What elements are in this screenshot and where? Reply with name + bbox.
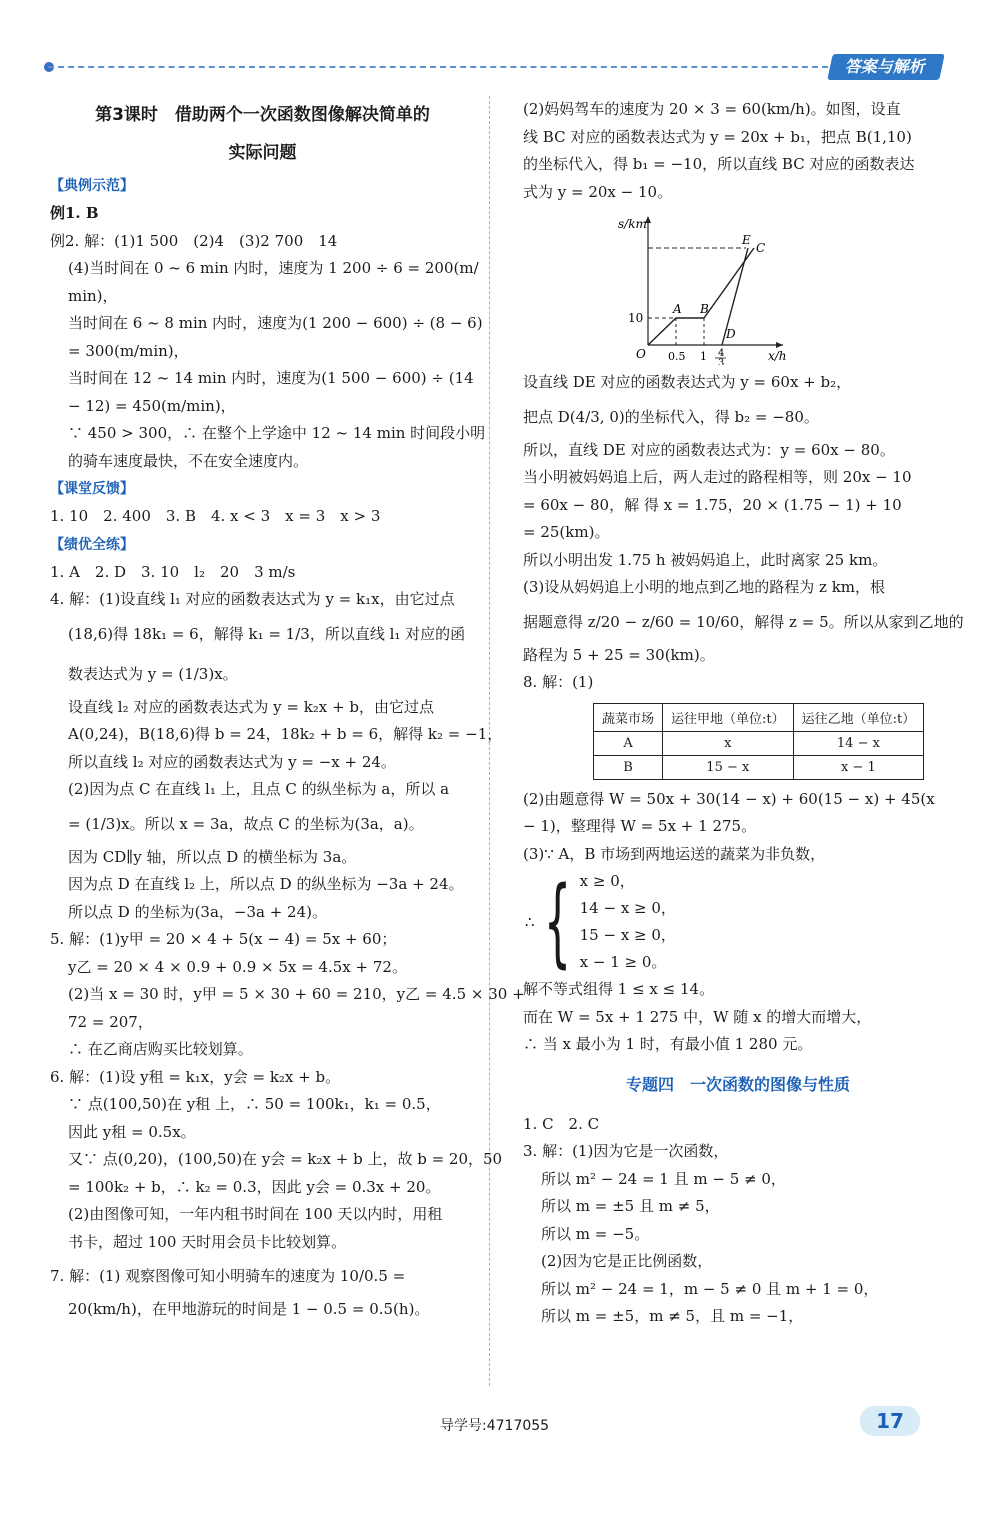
text-line: 所以 m = ±5，m ≠ 5，且 m = −1，	[541, 1307, 804, 1325]
x-tick-4: 4	[718, 348, 725, 359]
text-line: 路程为 5 + 25 = 30(km)。	[523, 645, 715, 664]
text-line: ∵ 450 > 300，∴ 在整个上学途中 12 ~ 14 min 时间段小明	[68, 424, 486, 442]
table-header-cell: 蔬菜市场	[594, 703, 663, 731]
x-axis-arrow	[776, 342, 783, 348]
header-dashed-line	[48, 66, 828, 68]
text-line: 据题意得 z/20 − z/60 = 10/60，解得 z = 5。所以从家到乙地的	[523, 612, 964, 631]
therefore-symbol: ∴	[525, 913, 535, 931]
text-line: y乙 = 20 × 4 × 0.9 + 0.9 × 5x = 4.5x + 72。	[68, 957, 407, 976]
text-line: = 25(km)。	[523, 523, 610, 541]
table-cell: x − 1	[793, 755, 924, 779]
text-line: = 300(m/min)，	[68, 341, 189, 360]
text-line: 因为点 D 在直线 l₂ 上，所以点 D 的纵坐标为 −3a + 24。	[68, 875, 464, 893]
text-line: min)，	[68, 286, 118, 305]
guide-number: 导学号:4717055	[440, 1418, 550, 1434]
answer-q6: 6. 解：(1)设 y租 = k₁x，y会 = k₂x + b。	[50, 1067, 341, 1086]
section-example: 【典例示范】	[50, 178, 134, 194]
text-line: = (1/3)x。所以 x = 3a，故点 C 的坐标为(3a，a)。	[68, 814, 424, 833]
text-line: 72 = 207，	[68, 1012, 153, 1031]
inequality-lines	[580, 868, 676, 976]
text-line: A(0,24)，B(18,6)得 b = 24，18k₂ + b = 6，解得 k₂ = −1，	[68, 725, 503, 743]
answer-q4: 4. 解：(1)设直线 l₁ 对应的函数表达式为 y = k₁x，由它过点	[50, 590, 455, 608]
text-line: 式为 y = 20x − 10。	[523, 182, 673, 201]
text-line: (4)当时间在 0 ~ 6 min 内时，速度为 1 200 ÷ 6 = 200(m/	[68, 259, 479, 277]
text-line: ∵ 点(100,50)在 y租 上，∴ 50 = 100k₁，k₁ = 0.5，	[68, 1095, 441, 1113]
text-line: (2)因为它是正比例函数，	[541, 1252, 713, 1270]
text-line: 而在 W = 5x + 1 275 中，W 随 x 的增大而增大，	[523, 1007, 872, 1026]
y-label: s/km	[618, 217, 647, 231]
lesson-title: 第3课时 借助两个一次函数图像解决简单的	[95, 105, 430, 125]
text-line: 所以，直线 DE 对应的函数表达式为：y = 60x − 80。	[523, 440, 895, 459]
text-line: = 60x − 80，解 得 x = 1.75，20 × (1.75 − 1) + 10	[523, 495, 902, 514]
table-cell: 14 − x	[793, 731, 924, 755]
text-line: (18,6)得 18k₁ = 6，解得 k₁ = 1/3，所以直线 l₁ 对应的函	[68, 624, 466, 643]
section-feedback: 【课堂反馈】	[50, 481, 134, 497]
inequality-line: x − 1 ≥ 0。	[579, 953, 667, 971]
x-tick-05: 0.5	[668, 350, 686, 363]
answer-q5: 5. 解：(1)y甲 = 20 × 4 + 5(x − 4) = 5x + 60；	[50, 930, 397, 948]
answer-ex2: 例2. 解：(1)1 500 (2)4 (3)2 700 14	[50, 231, 338, 250]
x-tick-3: 3	[718, 358, 725, 365]
point-c: C	[756, 241, 766, 255]
text-line: (2)因为点 C 在直线 l₁ 上，且点 C 的纵坐标为 a，所以 a	[68, 780, 450, 798]
table-header-cell: 运往乙地（单位:t）	[793, 703, 924, 731]
text-line: 把点 D(4/3, 0)的坐标代入，得 b₂ = −80。	[523, 407, 819, 426]
text-line: 当小明被妈妈追上后，两人走过的路程相等，则 20x − 10	[523, 468, 912, 486]
text-line: 20(km/h)，在甲地游玩的时间是 1 − 0.5 = 0.5(h)。	[68, 1300, 430, 1318]
text-line: (2)妈妈驾车的速度为 20 × 3 = 60(km/h)。如图，设直	[523, 100, 901, 118]
special-topic-title: 专题四 一次函数的图像与性质	[625, 1074, 850, 1094]
table-cell: B	[594, 755, 663, 779]
text-line: (2)由图像可知，一年内租书时间在 100 天以内时，用租	[68, 1205, 443, 1223]
x-tick-1: 1	[700, 350, 707, 363]
text-line: 所以 m = −5。	[541, 1224, 650, 1243]
answer-practice: 1. A 2. D 3. 10 l₂ 20 3 m/s	[50, 562, 296, 581]
text-line: − 12) = 450(m/min)，	[68, 396, 236, 415]
text-line: 当时间在 6 ~ 8 min 内时，速度为(1 200 − 600) ÷ (8 − 6)	[68, 314, 483, 332]
inequality-system	[525, 868, 953, 976]
text-line: 当时间在 12 ~ 14 min 内时，速度为(1 500 − 600) ÷ (14	[68, 369, 474, 387]
text-line: 所以 m² − 24 = 1，m − 5 ≠ 0 且 m + 1 = 0，	[541, 1279, 879, 1298]
table-row	[594, 755, 924, 779]
inequality-line: x ≥ 0，	[579, 872, 635, 890]
answer-q8: 8. 解：(1)	[523, 673, 594, 691]
text-line: 书卡，超过 100 天时用会员卡比较划算。	[68, 1232, 347, 1251]
table-header-row	[594, 703, 924, 731]
point-d: D	[726, 327, 736, 341]
answer-badge: 答案与解析	[827, 54, 945, 80]
right-column	[523, 96, 964, 1331]
left-brace: {	[543, 866, 571, 978]
origin-label: O	[636, 347, 646, 361]
lesson-title-2: 实际问题	[228, 143, 297, 163]
y-tick-10: 10	[628, 311, 644, 325]
left-column	[50, 96, 525, 1324]
text-line: 所以 m = ±5 且 m ≠ 5，	[541, 1197, 720, 1215]
transport-table	[593, 703, 924, 780]
text-line: 数表达式为 y = (1/3)x。	[68, 664, 238, 683]
text-line: − 1)，整理得 W = 5x + 1 275。	[523, 817, 757, 835]
inequality-line: 15 − x ≥ 0，	[579, 926, 676, 944]
answer-ex1: 例1. B	[50, 204, 99, 222]
inequality-line: 14 − x ≥ 0，	[579, 899, 676, 917]
text-line: 的坐标代入，得 b₁ = −10，所以直线 BC 对应的函数表达	[523, 155, 915, 173]
text-line: (3)∵ A，B 市场到两地运送的蔬菜为非负数，	[523, 844, 826, 863]
distance-time-graph	[618, 210, 788, 365]
answer-feedback: 1. 10 2. 400 3. B 4. x < 3 x = 3 x > 3	[50, 507, 381, 525]
text-line: (2)由题意得 W = 50x + 30(14 − x) + 60(15 − x) + 45(x	[523, 789, 935, 808]
text-line: (3)设从妈妈追上小明的地点到乙地的路程为 z km，根	[523, 578, 886, 596]
line-oabc	[648, 248, 754, 345]
text-line: 又∵ 点(0,20)，(100,50)在 y会 = k₂x + b 上，故 b = 20，50	[68, 1150, 503, 1168]
page-number: 17	[860, 1406, 920, 1436]
text-line: 设直线 l₂ 对应的函数表达式为 y = k₂x + b，由它过点	[68, 697, 434, 716]
x-label: x/h	[768, 349, 787, 363]
text-line: 1. C 2. C	[523, 1114, 600, 1133]
text-line: (2)当 x = 30 时，y甲 = 5 × 30 + 60 = 210，y乙 = 4.5 × 30 +	[68, 985, 525, 1003]
table-cell: x	[663, 731, 794, 755]
point-e: E	[742, 233, 751, 247]
text-line: 3. 解：(1)因为它是一次函数，	[523, 1142, 729, 1160]
text-line: 所以直线 l₂ 对应的函数表达式为 y = −x + 24。	[68, 752, 396, 771]
table-cell: A	[594, 731, 663, 755]
text-line: 所以 m² − 24 = 1 且 m − 5 ≠ 0，	[541, 1169, 786, 1188]
text-line: ∴ 在乙商店购买比较划算。	[68, 1040, 253, 1058]
table-cell: 15 − x	[663, 755, 794, 779]
point-b: B	[700, 302, 709, 316]
text-line: 的骑车速度最快，不在安全速度内。	[68, 451, 309, 470]
text-line: ∴ 当 x 最小为 1 时，有最小值 1 280 元。	[523, 1035, 813, 1053]
text-line: 所以小明出发 1.75 h 被妈妈追上，此时离家 25 km。	[523, 550, 888, 569]
section-practice: 【绩优全练】	[50, 536, 134, 553]
table-row	[594, 731, 924, 755]
text-line: 线 BC 对应的函数表达式为 y = 20x + b₁，把点 B(1,10)	[523, 127, 912, 146]
text-line: 所以点 D 的坐标为(3a，−3a + 24)。	[68, 902, 327, 921]
text-line: 因为 CD∥y 轴，所以点 D 的横坐标为 3a。	[68, 847, 357, 866]
text-line: 解不等式组得 1 ≤ x ≤ 14。	[523, 980, 715, 998]
table-header-cell: 运往甲地（单位:t）	[663, 703, 794, 731]
answer-q7: 7. 解：(1) 观察图像可知小明骑车的速度为 10/0.5 =	[50, 1267, 406, 1285]
text-line: 因此 y租 = 0.5x。	[68, 1122, 196, 1141]
text-line: 设直线 DE 对应的函数表达式为 y = 60x + b₂，	[523, 373, 852, 391]
point-a: A	[673, 302, 682, 316]
text-line: = 100k₂ + b，∴ k₂ = 0.3，因此 y会 = 0.3x + 20。	[68, 1177, 441, 1196]
